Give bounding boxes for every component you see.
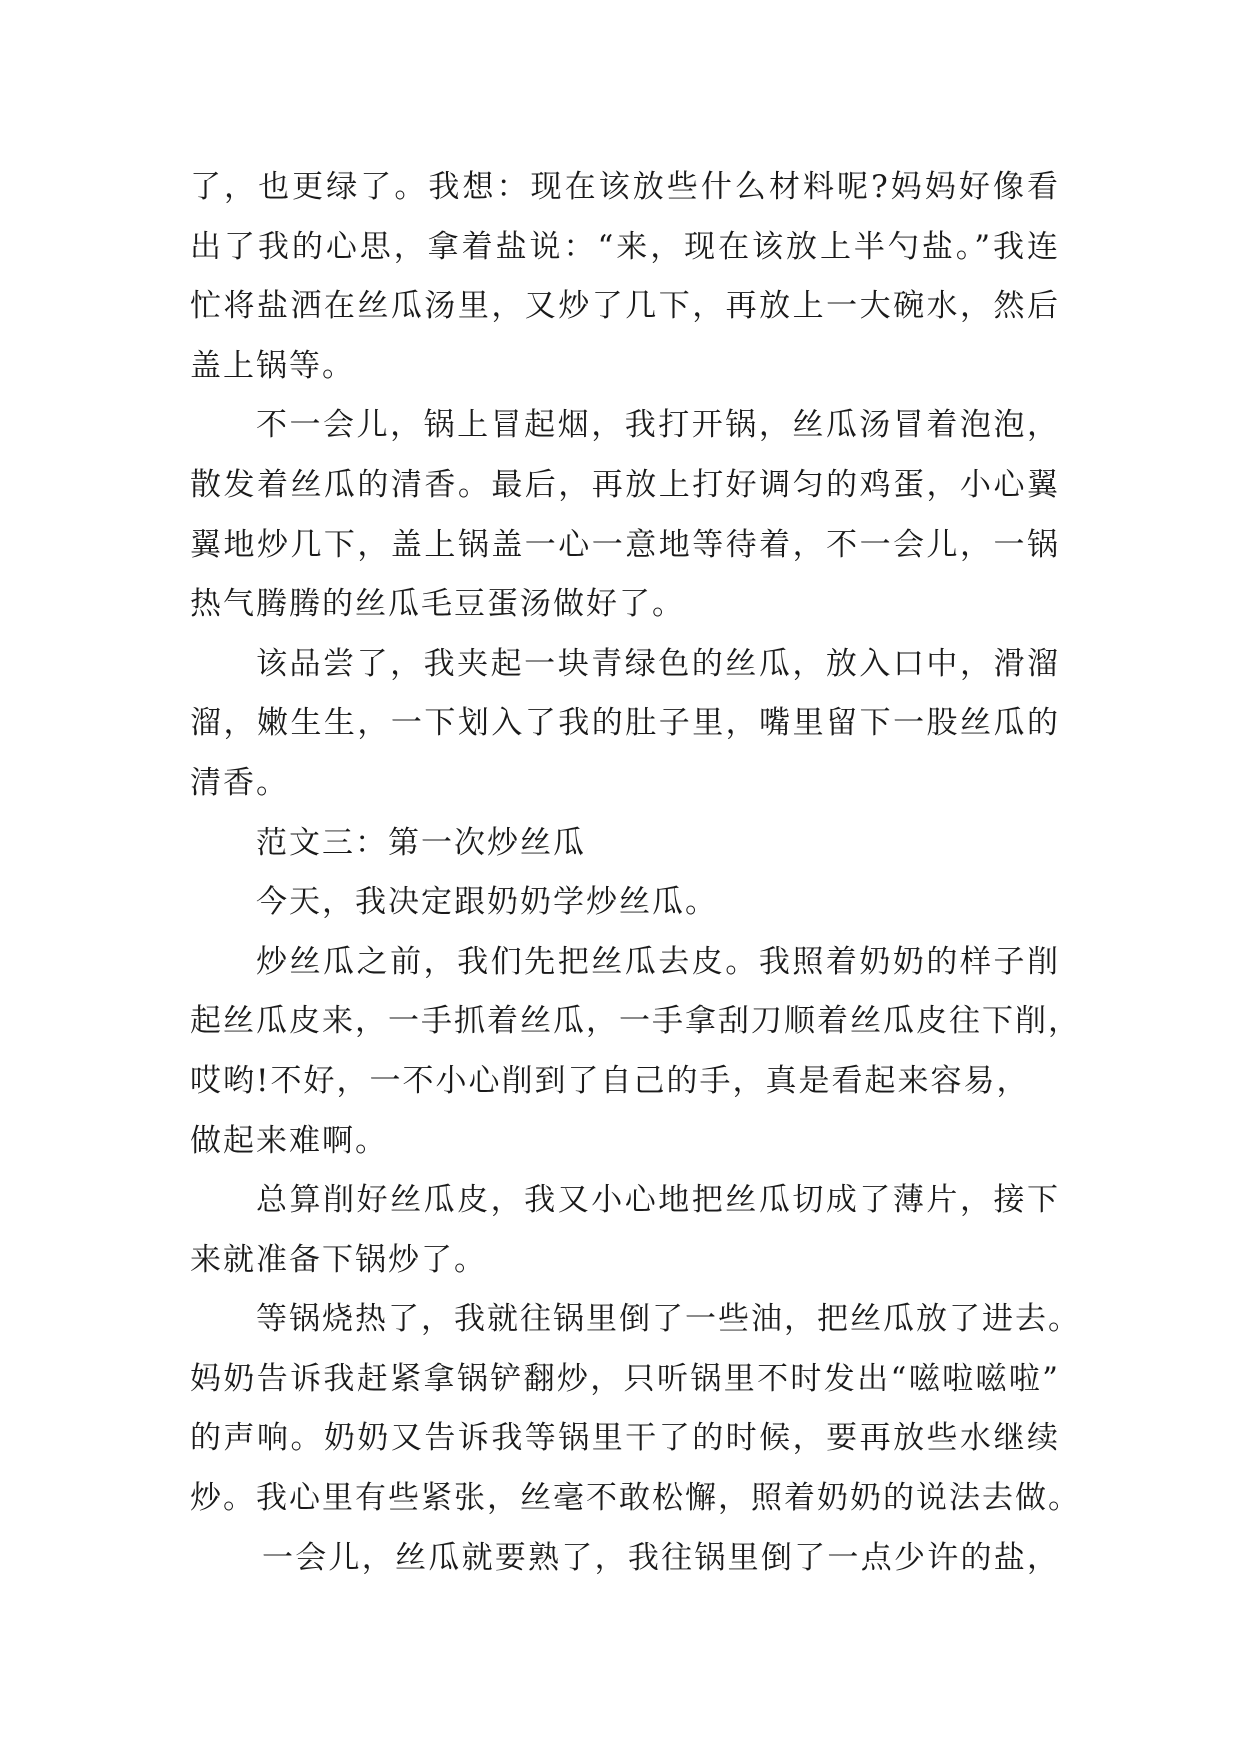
paragraph-start-line: 该品尝了，我夹起一块青绿色的丝瓜，放入口中，滑溜 xyxy=(256,645,1060,682)
text-line: 盖上锅等。 xyxy=(190,347,355,384)
section-heading: 范文三：第一次炒丝瓜 xyxy=(256,824,586,861)
text-line: 来就准备下锅炒了。 xyxy=(190,1241,487,1278)
text-line: 溜，嫩生生，一下划入了我的肚子里，嘴里留下一股丝瓜的 xyxy=(190,705,1060,742)
text-line: 做起来难啊。 xyxy=(190,1122,388,1159)
paragraph-start-line: 等锅烧热了，我就往锅里倒了一些油，把丝瓜放了进去。 xyxy=(256,1301,1081,1338)
text-line: 的声响。奶奶又告诉我等锅里干了的时候，要再放些水继续 xyxy=(190,1420,1060,1457)
paragraph-start-line: 一会儿，丝瓜就要熟了，我往锅里倒了一点少许的盐， xyxy=(262,1539,1060,1576)
text-line: 热气腾腾的丝瓜毛豆蛋汤做好了。 xyxy=(190,586,685,623)
text-line: 炒。我心里有些紧张，丝毫不敢松懈，照着奶奶的说法去做。 xyxy=(190,1480,1081,1517)
text-line: 翼地炒几下，盖上锅盖一心一意地等待着，不一会儿，一锅 xyxy=(190,526,1060,563)
body-text xyxy=(190,158,1081,1588)
paragraph-start-line: 不一会儿，锅上冒起烟，我打开锅，丝瓜汤冒着泡泡， xyxy=(256,407,1060,444)
paragraph-start-line: 总算削好丝瓜皮，我又小心地把丝瓜切成了薄片，接下 xyxy=(256,1182,1060,1219)
paragraph-start-line: 今天，我决定跟奶奶学炒丝瓜。 xyxy=(256,884,718,921)
paragraph-start-line: 炒丝瓜之前，我们先把丝瓜去皮。我照着奶奶的样子削 xyxy=(256,943,1060,980)
text-line: 出了我的心思，拿着盐说：“来，现在该放上半勺盐。”我连 xyxy=(190,228,1060,265)
text-line: 忙将盐洒在丝瓜汤里，又炒了几下，再放上一大碗水，然后 xyxy=(190,288,1060,325)
text-line: 哎哟!不好，一不小心削到了自己的手，真是看起来容易， xyxy=(190,1062,1030,1099)
text-line: 散发着丝瓜的清香。最后，再放上打好调匀的鸡蛋，小心翼 xyxy=(190,466,1060,503)
text-line: 了，也更绿了。我想：现在该放些什么材料呢?妈妈好像看 xyxy=(190,169,1060,205)
text-line: 清香。 xyxy=(190,764,289,801)
text-line: 起丝瓜皮来，一手抓着丝瓜，一手拿刮刀顺着丝瓜皮往下削， xyxy=(190,1003,1081,1040)
text-line: 妈奶告诉我赶紧拿锅铲翻炒，只听锅里不时发出“嗞啦嗞啦” xyxy=(190,1360,1060,1397)
